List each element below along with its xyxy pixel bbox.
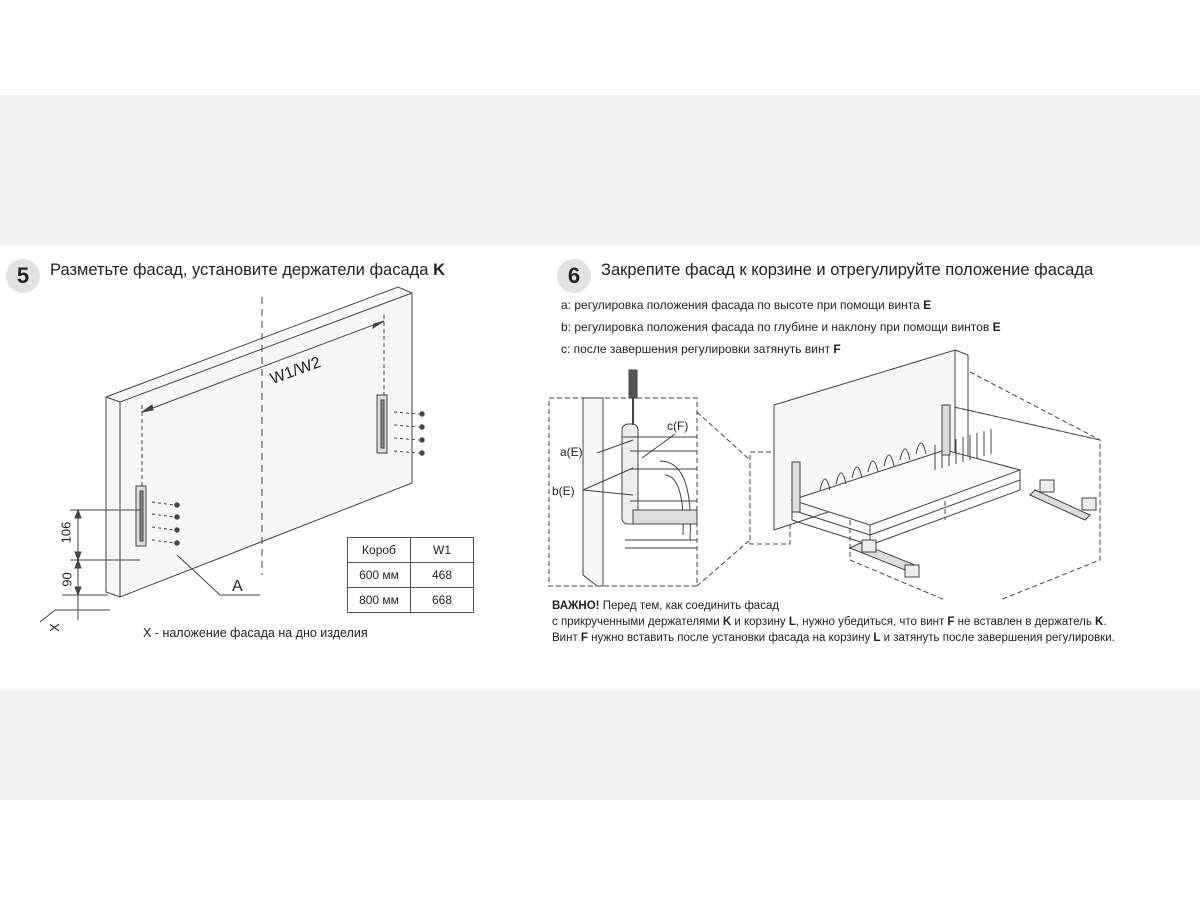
box-width-table	[347, 537, 474, 613]
step5-title-bold: K	[433, 261, 445, 279]
dim-106-label: 106	[58, 521, 74, 544]
step5-badge: 5	[6, 259, 40, 293]
table-row	[348, 563, 474, 588]
w2c: , нужно убедиться, что винт	[795, 616, 948, 628]
dim-x-label: X	[46, 623, 62, 632]
w3f: F	[580, 632, 588, 644]
w2end: .	[1103, 616, 1107, 628]
warning-line-1	[552, 598, 1115, 614]
table-cell: 600 мм	[348, 563, 411, 588]
table-header-cell: W1	[411, 538, 474, 563]
w2a: с прикрученными держателями	[552, 616, 723, 628]
callout-a: a(E)	[560, 445, 583, 459]
warning-text	[552, 598, 1115, 646]
dim-90-label: 90	[59, 572, 75, 587]
step6-note-b	[561, 320, 1001, 334]
step6-note-a	[561, 298, 931, 312]
w3c: и затянуть после завершения регулировки.	[880, 632, 1115, 644]
callout-b: b(E)	[552, 484, 575, 498]
note-c-text: c: после завершения регулировки затянуть винт	[561, 342, 834, 356]
w2l: L	[788, 616, 796, 628]
callout-c: c(F)	[667, 419, 689, 433]
note-a-bold: E	[923, 298, 932, 312]
warning-line-1-text: Перед тем, как соединить фасад	[599, 600, 780, 612]
warning-line-2	[552, 614, 1115, 630]
step6-note-c	[561, 342, 841, 356]
note-a-text: a: регулировка положения фасада по высоте при помощи винта	[561, 298, 924, 312]
table-cell: 800 мм	[348, 588, 411, 613]
w3a: Винт	[552, 632, 581, 644]
w2k: K	[722, 616, 732, 628]
note-c-bold: F	[833, 342, 841, 356]
point-a-label: A	[232, 578, 243, 595]
table-row	[348, 588, 474, 613]
step5-title-text: Разметьте фасад, установите держатели фасада	[50, 261, 434, 279]
screwdriver-handle	[629, 370, 637, 398]
step5-note: X - наложение фасада на дно изделия	[143, 626, 368, 640]
width-label: W1/W2	[268, 354, 324, 388]
note-b-bold: E	[992, 320, 1001, 334]
w2k2: K	[1095, 616, 1104, 628]
table-cell: 668	[411, 588, 474, 613]
warning-title: ВАЖНО!	[552, 600, 600, 612]
step6-badge: 6	[557, 259, 591, 293]
table-cell: 468	[411, 563, 474, 588]
w2d: не вставлен в держатель	[954, 616, 1096, 628]
table-header-cell: Короб	[348, 538, 411, 563]
warning-line-3	[552, 630, 1115, 646]
w2f: F	[947, 616, 955, 628]
w3b: нужно вставить после установки фасада на корзину	[587, 632, 874, 644]
note-b-text: b: регулировка положения фасада по глубине и наклону при помощи винтов	[561, 320, 993, 334]
w3l: L	[873, 632, 881, 644]
step6-title: Закрепите фасад к корзине и отрегулируйте положение фасада	[601, 261, 1094, 279]
w2b: и корзину	[731, 616, 789, 628]
table-header-row	[348, 538, 474, 563]
